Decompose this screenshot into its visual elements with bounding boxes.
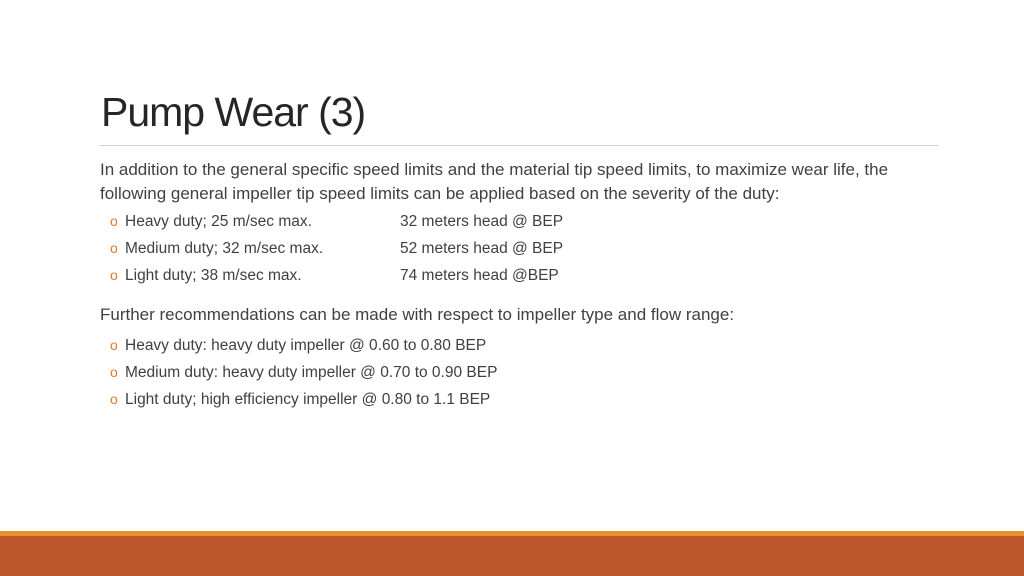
slide-title: Pump Wear (3): [101, 89, 366, 135]
head-value: 32 meters head @ BEP: [400, 213, 564, 230]
tip-speed-item-heavy: [100, 208, 930, 235]
bullet-icon: o: [110, 267, 118, 283]
bullet-icon: o: [110, 336, 118, 353]
title-divider: [100, 145, 938, 146]
slide-body: [100, 158, 930, 413]
head-value: 52 meters head @ BEP: [400, 240, 564, 257]
duty-limit: Heavy duty; 25 m/sec max.: [125, 213, 312, 230]
bullet-icon: o: [110, 390, 118, 407]
impeller-item-heavy: [100, 332, 930, 359]
impeller-recommendation: Light duty; high efficiency impeller @ 0.80 to 1.1 BEP: [125, 390, 491, 408]
head-value: 74 meters head @BEP: [400, 267, 559, 284]
bullet-icon: o: [110, 213, 118, 229]
tip-speed-list: [100, 208, 930, 289]
impeller-recommendation: Heavy duty: heavy duty impeller @ 0.60 to 0.80 BEP: [125, 336, 487, 354]
footer-band: [0, 536, 1024, 576]
impeller-recommendation-list: [100, 332, 930, 413]
duty-limit: Light duty; 38 m/sec max.: [125, 267, 302, 284]
tip-speed-item-medium: [100, 235, 930, 262]
tip-speed-item-light: [100, 262, 930, 289]
duty-limit: Medium duty; 32 m/sec max.: [125, 240, 324, 257]
impeller-recommendation: Medium duty: heavy duty impeller @ 0.70 to 0.90 BEP: [125, 363, 498, 381]
intro-paragraph: In addition to the general specific speed limits and the material tip speed limits, to maximize wear life, the following general impeller tip speed limits can be applied based on the severity of the duty:: [100, 160, 889, 203]
bullet-icon: o: [110, 240, 118, 256]
bullet-icon: o: [110, 363, 118, 380]
impeller-item-medium: [100, 359, 930, 386]
impeller-item-light: [100, 386, 930, 413]
further-paragraph: Further recommendations can be made with respect to impeller type and flow range:: [100, 305, 735, 324]
